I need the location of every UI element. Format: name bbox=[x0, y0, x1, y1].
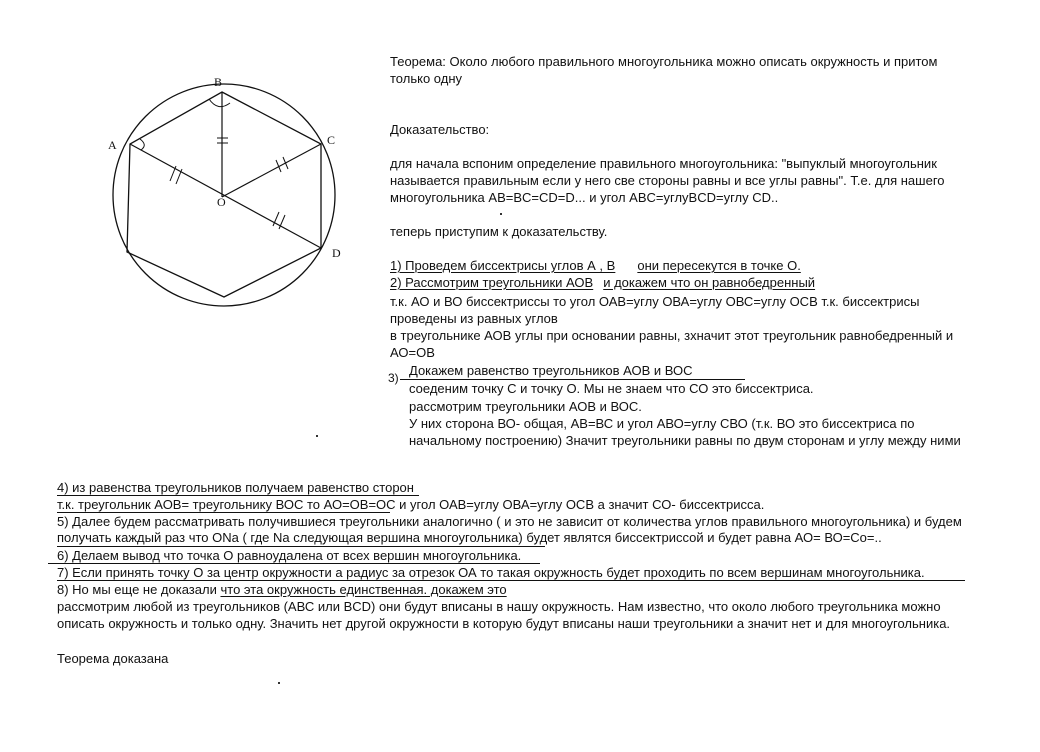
step-3-line-3: У них сторона ВО- общая, АВ=ВС и угол АВО=углу СВО (т.к. ВО это биссектриса по bbox=[409, 416, 915, 431]
stray-dot bbox=[500, 213, 502, 215]
proof-label: Доказательство: bbox=[390, 122, 490, 137]
theorem-title-line-1: Теорема: Около любого правильного многоугольника можно описать окружность и притом bbox=[390, 54, 938, 69]
stray-dot bbox=[316, 435, 318, 437]
step-3-line-2: рассмотрим треугольники АОВ и ВОС. bbox=[409, 399, 642, 414]
vertex-label-c: C bbox=[327, 133, 336, 147]
step-1 bbox=[390, 258, 801, 274]
step-7-underline bbox=[57, 580, 965, 581]
vertex-label-d: D bbox=[332, 246, 341, 260]
step-3-line-1: соеденим точку С и точку О. Мы не знаем что СО это биссектриса. bbox=[409, 381, 814, 396]
step-2-part-a: 2) Рассмотрим треугольники АОВ bbox=[390, 275, 594, 290]
theorem-title-line-2: только одну bbox=[390, 71, 462, 86]
conclusion: Теорема доказана bbox=[57, 651, 169, 666]
tick-mark bbox=[170, 166, 176, 181]
start-proof-line: теперь приступим к доказательству. bbox=[390, 224, 608, 239]
step-1-part-b: они пересекутся в точке О. bbox=[637, 258, 801, 273]
step-6: 6) Делаем вывод что точка О равноудалена от всех вершин многоугольника. bbox=[57, 548, 522, 563]
vertex-label-o: O bbox=[217, 195, 226, 209]
step-5-underline bbox=[57, 546, 545, 547]
step-2-part-b: и докажем что он равнобедренный bbox=[603, 275, 816, 290]
step-3-title: Докажем равенство треугольников АОВ и ВОС bbox=[409, 363, 693, 378]
step-8-part-a: 8) Но мы еще не доказали bbox=[57, 582, 217, 597]
step-5-line-2: получать каждый раз что ОNa ( где Na следующая вершина многоугольника) будет являтся биссектриссой и будет равна АО= ВО=Со=.. bbox=[57, 530, 882, 545]
step-3-number: 3) bbox=[388, 371, 399, 385]
step-4-title: 4) из равенства треугольников получаем равенство сторон bbox=[57, 480, 414, 495]
tick-mark bbox=[283, 157, 288, 169]
step-3-line-4: начальному построению) Значит треугольники равны по двум сторонам и углу между ними bbox=[409, 433, 961, 448]
step-7: 7) Если принять точку О за центр окружности а радиус за отрезок ОА то такая окружность будет проходить по всем вершинам многоугольника. bbox=[57, 565, 925, 580]
step-4-line-1: т.к. треугольник АОВ= треугольнику ВОС то АО=ОВ=ОС и угол ОАВ=углу ОВА=углу ОСВ а значит СО- биссектрисса. bbox=[57, 497, 765, 512]
step-3-underline bbox=[400, 379, 745, 380]
step-2-line-2: проведены из равных углов bbox=[390, 311, 558, 326]
intro-line-3: многоугольника AB=BC=CD=D... и угол ABC=углуBCD=углу CD.. bbox=[390, 190, 779, 205]
step-2-line-3: в треугольнике АОВ углы при основании равны, зхначит этот треугольник равнобедренный и bbox=[390, 328, 954, 343]
step-4-underline bbox=[57, 495, 419, 496]
angle-arc-b bbox=[209, 99, 230, 107]
intro-line-2: называется правильным если у него све стороны равны и все углы равны". Т.е. для нашего bbox=[390, 173, 945, 188]
step-2-title bbox=[390, 275, 815, 291]
step-2-line-1: т.к. АО и ВО биссектриссы то угол ОАВ=углу ОВА=углу ОВС=углу ОСВ т.к. биссектрисы bbox=[390, 294, 920, 309]
vertex-label-a: A bbox=[108, 138, 117, 152]
step-4-line-1-underline bbox=[57, 512, 390, 513]
step-8-line-1: рассмотрим любой из треугольников (АВС или ВCD) они будут вписаны в нашу окружность. Нам известно, что около любого треугольника можно bbox=[57, 599, 941, 614]
step-8-title bbox=[57, 582, 507, 598]
intro-line-1: для начала вспоним определение правильного многоугольника: "выпуклый многоугольник bbox=[390, 156, 937, 171]
step-8-line-2: описать окружность и только одну. Значить нет другой окружности в которую будут вписаны наши треугольники а значит нет и для многоугольника. bbox=[57, 616, 951, 631]
stray-dot bbox=[278, 682, 280, 684]
step-8-part-b: что эта окружность единственная. докажем это bbox=[220, 582, 507, 597]
angle-arc-a bbox=[140, 139, 144, 150]
vertex-label-b: B bbox=[214, 75, 223, 89]
step-2-line-4: АО=ОВ bbox=[390, 345, 435, 360]
segment-o-c bbox=[222, 144, 321, 197]
step-6-underline bbox=[48, 563, 540, 564]
step-1-part-a: 1) Проведем биссектрисы углов А , В bbox=[390, 258, 616, 273]
step-5-line-1: 5) Далее будем рассматривать получившиеся треугольники аналогично ( и это не зависит от количества углов правильного многоугольника) и будем bbox=[57, 514, 962, 529]
